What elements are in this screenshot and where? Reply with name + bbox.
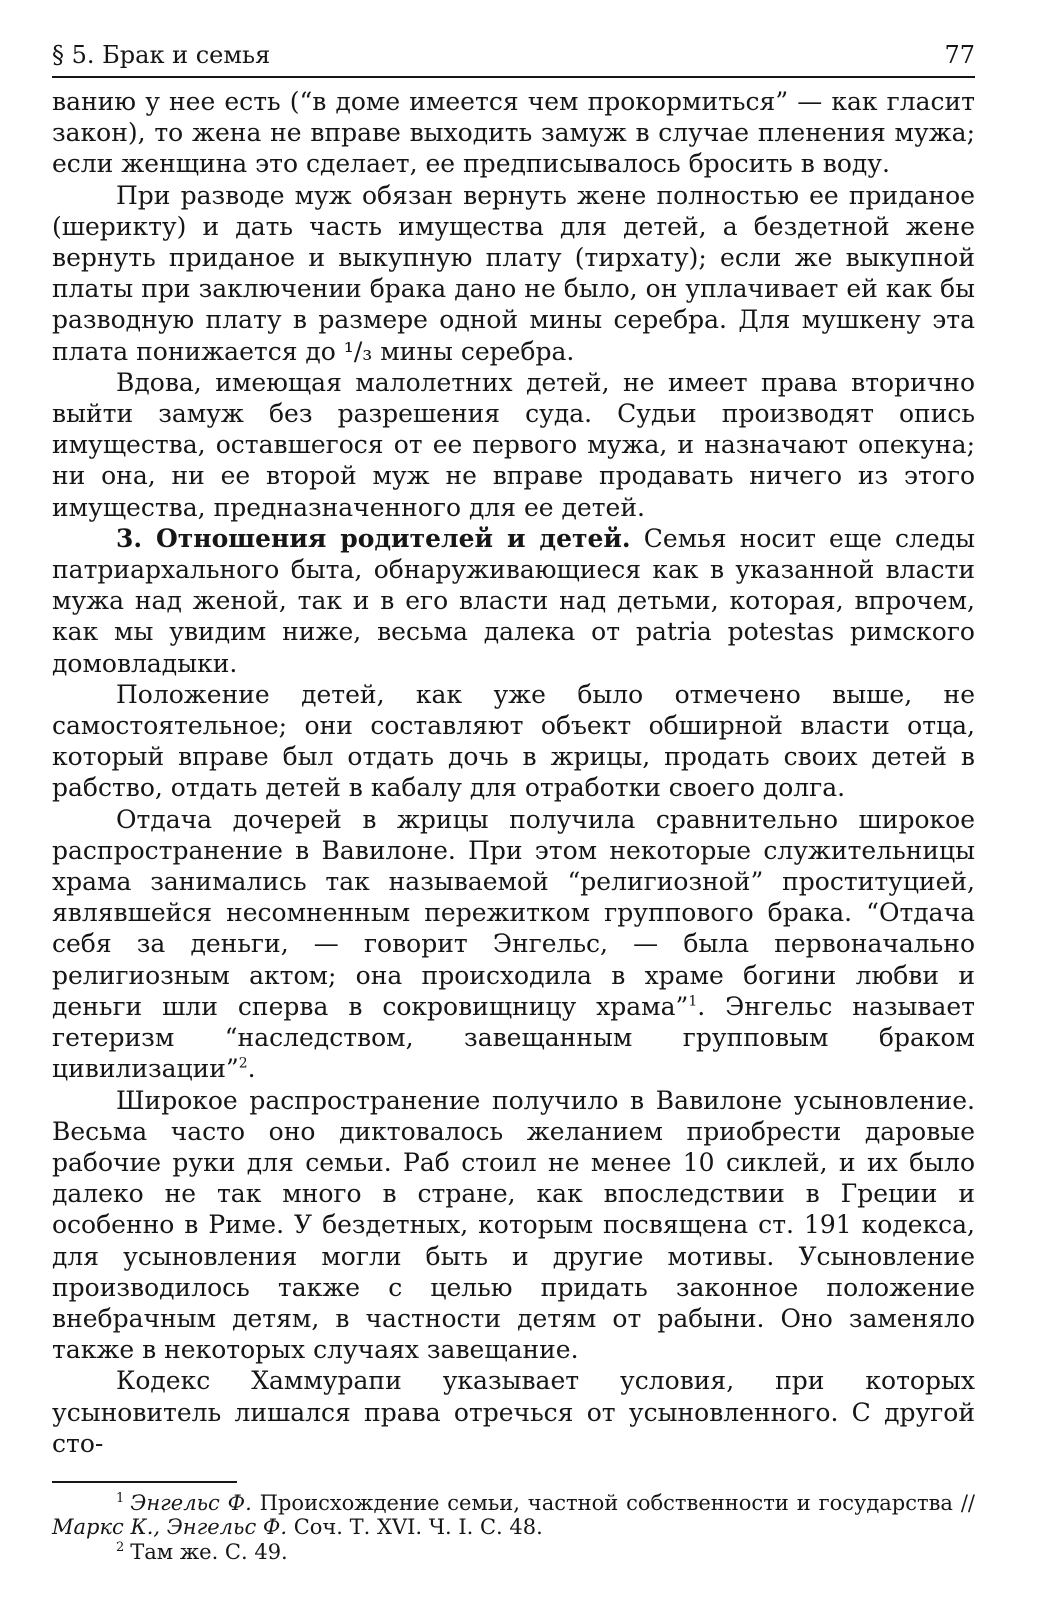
footnote-2 bbox=[52, 1540, 975, 1565]
paragraph-5: Положение детей, как уже было отмечено выше, не самостоятельное; они составляют объект обширной власти отца, который вправе был отдать дочь в жрицы, продать своих детей в рабство, отдать детей в кабалу для отработки своего долга. bbox=[52, 679, 975, 803]
paragraph-7: Широкое распространение получило в Вавилоне усыновление. Весьма часто оно диктовалось желанием приобрести даровые рабочие руки для семьи. Раб стоил не менее 10 сиклей, и их было далеко не так много в стране, как впоследствии в Греции и особенно в Риме. У бездетных, которым посвящена ст. 191 кодекса, для усыновления могли быть и другие мотивы. Усыновление производилось также с целью придать законное положение внебрачным детям, в частности детям от рабыни. Оно заменяло также в некоторых случаях завещание. bbox=[52, 1085, 975, 1365]
paragraph-2: При разводе муж обязан вернуть жене полностью ее приданое (шерикту) и дать часть имущества для детей, а бездетной жене вернуть приданое и выкупную плату (тирхату); если же выкупной платы при заключении брака дано не было, он уплачивает ей как бы разводную плату в размере одной мины серебра. Для мушкену эта плата понижается до ¹/₃ мины серебра. bbox=[52, 180, 975, 366]
paragraph-6-text-c: . bbox=[247, 1054, 256, 1084]
paragraph-1: ванию у нее есть (“в доме имеется чем прокормиться” — как гласит закон), то жена не вправе выходить замуж в случае пленения мужа; если женщина это сделает, ее предписывалось бросить в воду. bbox=[52, 87, 975, 179]
footnote-2-text: Там же. С. 49. bbox=[130, 1539, 288, 1564]
paragraph-6-text-a: Отдача дочерей в жрицы получила сравнительно широкое распространение в Вавилоне. При этом некоторые служительницы храма занимались так называемой “религиозной” проституцией, являвшейся несомненным пережитком группового брака. “Отдача себя за деньги, — говорит Энгельс, — была первоначально религиозным актом; она происходила в храме богини любви и деньги шли сперва в сокровищницу храма” bbox=[52, 804, 975, 1021]
footnotes bbox=[52, 1491, 975, 1565]
footnote-divider bbox=[52, 1481, 237, 1483]
footnote-1-tail: Соч. Т. XVI. Ч. I. С. 48. bbox=[287, 1515, 543, 1540]
running-head bbox=[52, 40, 975, 78]
subsection-heading: 3. Отношения родителей и детей. bbox=[116, 523, 631, 553]
paragraph-6-text-b: . Энгельс называет гетеризм “наследством, завещанным групповым браком цивилизации” bbox=[52, 991, 975, 1084]
footnote-ref-1[interactable]: 1 bbox=[688, 993, 698, 1010]
paragraph-6 bbox=[52, 804, 975, 1085]
section-title: § 5. Брак и семья bbox=[52, 41, 271, 69]
paragraph-4 bbox=[52, 523, 975, 679]
body-text bbox=[52, 86, 975, 1459]
footnote-ref-2[interactable]: 2 bbox=[238, 1055, 248, 1072]
paragraph-4-text: Семья носит еще следы патриархального быта, обнаруживающиеся как в указанной власти мужа над женой, так и в его власти над детьми, которая, впрочем, как мы увидим ниже, весьма далека от patria potestas римского домовладыки. bbox=[52, 523, 975, 678]
footnote-2-mark: 2 bbox=[116, 1539, 125, 1555]
paragraph-3: Вдова, имеющая малолетних детей, не имеет права вторично выйти замуж без разрешения суда. Судьи производят опись имущества, оставшегося от ее первого мужа, и назначают опекуна; ни она, ни ее второй муж не вправе продавать ничего из этого имущества, предназначенного для ее детей. bbox=[52, 367, 975, 522]
footnote-1-text: Происхождение семьи, частной собственности и государства // bbox=[251, 1490, 975, 1515]
footnote-1-mark: 1 bbox=[116, 1490, 125, 1506]
footnote-1 bbox=[52, 1491, 975, 1540]
footnote-1-author: Энгельс Ф. bbox=[130, 1490, 252, 1515]
footnote-1-editors: Маркс К., Энгельс Ф. bbox=[52, 1515, 288, 1540]
paragraph-8: Кодекс Хаммурапи указывает условия, при которых усыновитель лишался права отречься от усыновленного. С другой сто- bbox=[52, 1366, 975, 1458]
page-number: 77 bbox=[944, 41, 975, 69]
